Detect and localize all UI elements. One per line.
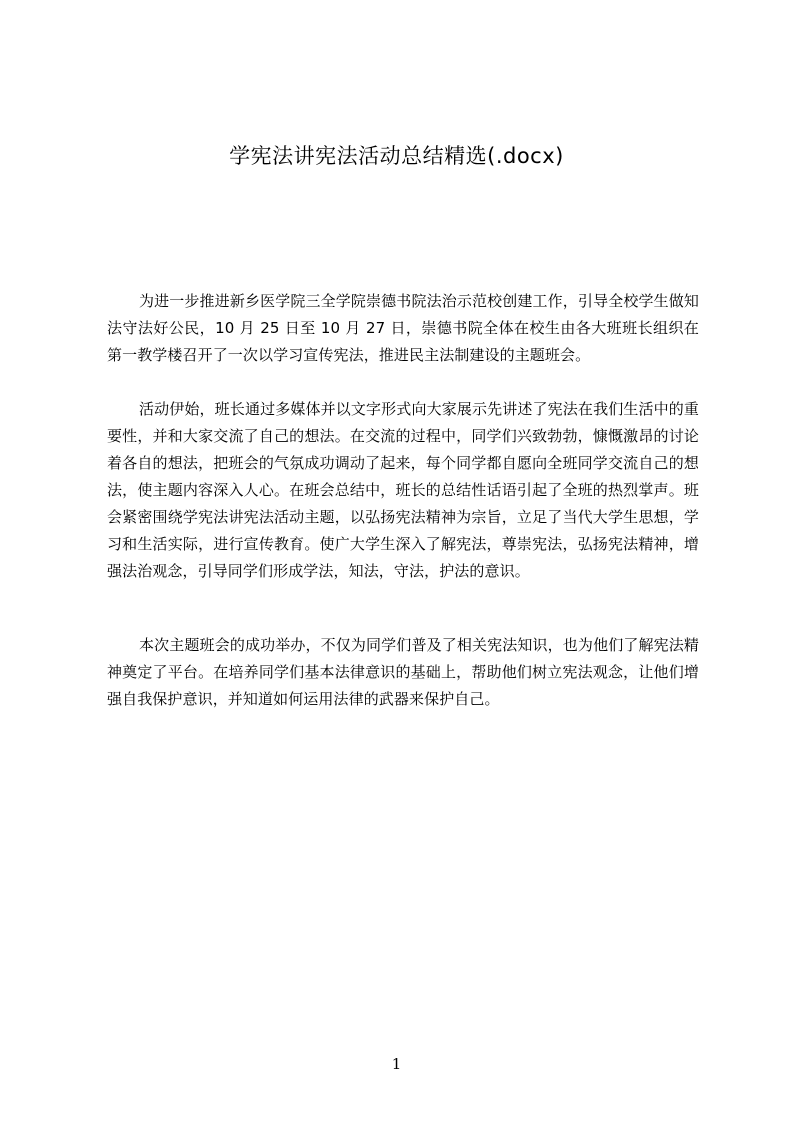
paragraph-activity: 活动伊始，班长通过多媒体并以文字形式向大家展示先讲述了宪法在我们生活中的重要性，并和大家交流了自己的想法。在交流的过程中，同学们兴致勃勃，慷慨激昂的讨论着各自的想法，把班会的气氛成功调动了起来，每个同学都自愿向全班同学交流自己的想法，使主题内容深入人心。在班会总结中，班长的总结性话语引起了全班的热烈掌声。班会紧密围绕学宪法讲宪法活动主题，以弘扬宪法精神为宗旨，立足了当代大学生思想，学习和生活实际，进行宣传教育。使广大学生深入了解宪法，尊崇宪法，弘扬宪法精神，增强法治观念，引导同学们形成学法，知法，守法，护法的意识。 bbox=[107, 400, 699, 580]
paragraph-conclusion: 本次主题班会的成功举办，不仅为同学们普及了相关宪法知识，也为他们了解宪法精神奠定了平台。在培养同学们基本法律意识的基础上，帮助他们树立宪法观念，让他们增强自我保护意识，并知道如何运用法律的武器来保护自己。 bbox=[107, 636, 699, 708]
paragraph-intro: 为进一步推进新乡医学院三全学院崇德书院法治示范校创建工作，引导全校学生做知法守法好公民，10 月 25 日至 10 月 27 日，崇德书院全体在校生由各大班班长组织在第一教学楼召开了一次以学习宣传宪法，推进民主法制建设的主题班会。 bbox=[107, 292, 699, 364]
page-number: 1 bbox=[391, 1055, 402, 1073]
document-title: 学宪法讲宪法活动总结精选(.docx) bbox=[229, 144, 564, 168]
